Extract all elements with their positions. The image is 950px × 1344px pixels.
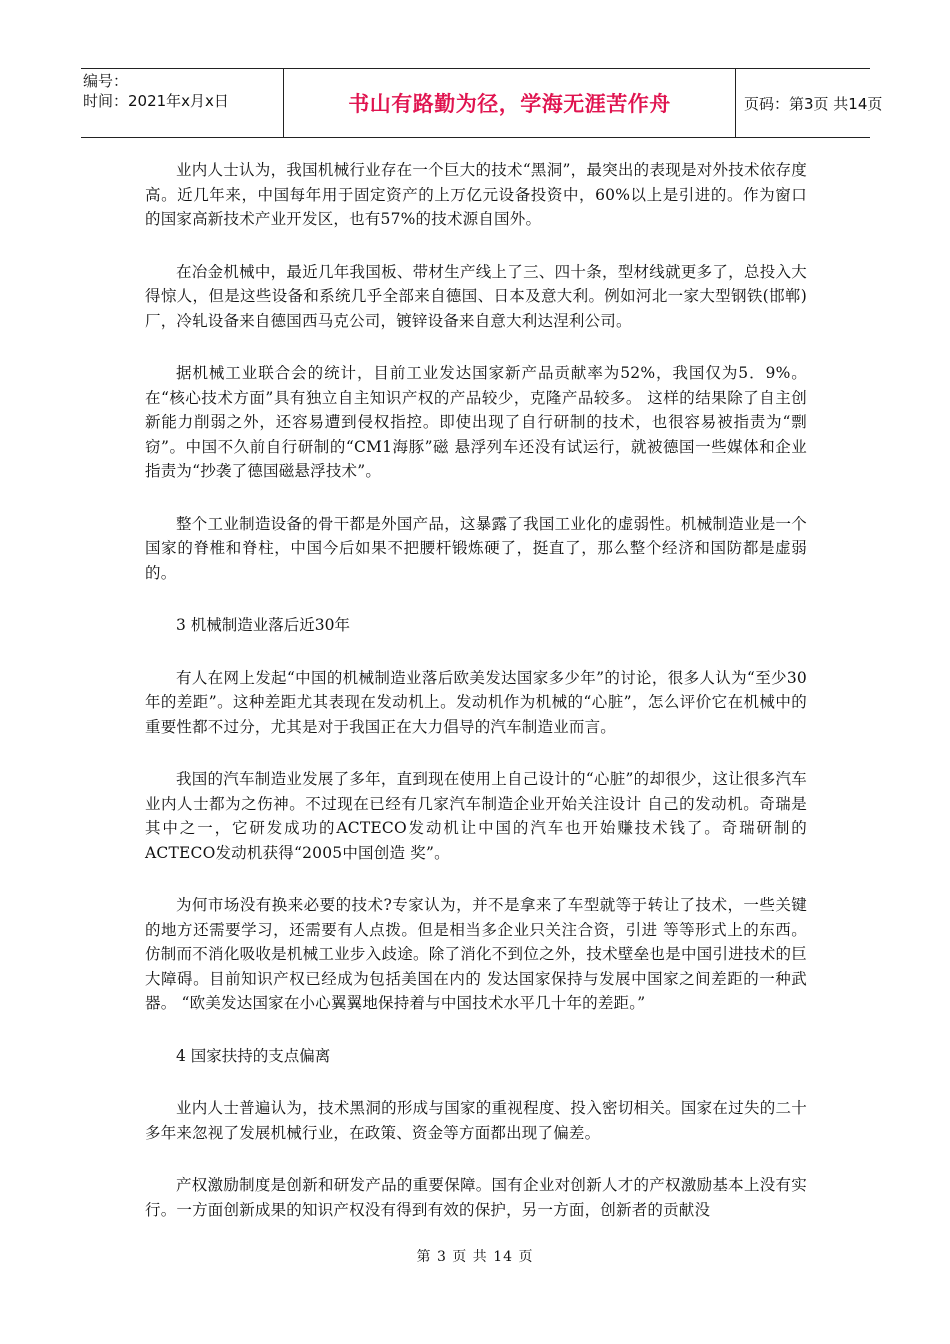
- paragraph: 业内人士认为，我国机械行业存在一个巨大的技术“黑洞”，最突出的表现是对外技术依存度高。近几年来，中国每年用于固定资产的上万亿元设备投资中，60%以上是引进的。作为窗口的国家高新技术产业开发区，也有57%的技术源自国外。: [145, 161, 807, 228]
- page-header: [81, 68, 883, 138]
- paragraph: 为何市场没有换来必要的技术?专家认为，并不是拿来了车型就等于转让了技术，一些关键的地方还需要学习，还需要有人点拨。但是相当多企业只关注合资，引进 等等形式上的东西。仿制而不消化吸收是机械工业步入歧途。除了消化不到位之外，技术壁垒也是中国引进技术的巨大障碍。目前知识产权已经成为包括美国在内的 发达国家保持与发展中国家之间差距的一种武器。 “欧美发达国家在小心翼翼地保持着与中国技术水平几十年的差距。”: [145, 896, 807, 1012]
- date-label: 时间：2021年x月x日: [83, 92, 229, 110]
- page-footer: 第 3 页 共 14 页: [416, 1249, 534, 1265]
- section-heading: 4 国家扶持的支点偏离: [176, 1046, 331, 1065]
- header-page-cell: [736, 69, 883, 137]
- paragraph: 业内人士普遍认为，技术黑洞的形成与国家的重视程度、投入密切相关。国家在过失的二十多年来忽视了发展机械行业，在政策、资金等方面都出现了偏差。: [145, 1099, 807, 1142]
- number-label: 编号：: [83, 72, 129, 90]
- header-motto-cell: [284, 69, 735, 137]
- section-heading: 3 机械制造业落后近30年: [176, 616, 351, 634]
- document-body: [145, 158, 807, 1250]
- paragraph: 整个工业制造设备的骨干都是外国产品，这暴露了我国工业化的虚弱性。机械制造业是一个国家的脊椎和脊柱，中国今后如果不把腰杆锻炼硬了，挺直了，那么整个经济和国防都是虚弱的。: [145, 514, 807, 582]
- motto-text: 书山有路勤为径，学海无涯苦作舟: [348, 92, 671, 116]
- paragraph: 在冶金机械中，最近几年我国板、带材生产线上了三、四十条，型材线就更多了，总投入大得惊人，但是这些设备和系统几乎全部来自德国、日本及意大利。例如河北一家大型钢铁(邯郸)厂，冷轧设备来自德国西马克公司，镀锌设备来自意大利达涅利公司。: [145, 262, 807, 330]
- paragraph: 有人在网上发起“中国的机械制造业落后欧美发达国家多少年”的讨论，很多人认为“至少30年的差距”。这种差距尤其表现在发动机上。发动机作为机械的“心脏”，怎么评价它在机械中的重要性都不过分，尤其是对于我国正在大力倡导的汽车制造业而言。: [145, 668, 807, 736]
- paragraph: 据机械工业联合会的统计，目前工业发达国家新产品贡献率为52%，我国仅为5．9%。在“核心技术方面”具有独立自主知识产权的产品较少，克隆产品较多。 这样的结果除了自主创新能力削弱之外，还容易遭到侵权指控。即使出现了自行研制的技术，也很容易被指责为“剽窃”。中国不久前自行研制的“CM1海豚”磁 悬浮列车还没有试运行，就被德国一些媒体和企业指责为“抄袭了德国磁悬浮技术”。: [145, 364, 807, 480]
- page-number-label: 页码：第3页 共14页: [744, 94, 883, 113]
- paragraph: 我国的汽车制造业发展了多年，直到现在使用上自己设计的“心脏”的却很少，这让很多汽车业内人士都为之伤神。不过现在已经有几家汽车制造企业开始关注设计 自己的发动机。奇瑞是其中之一，它研发成功的ACTECO发动机让中国的汽车也开始赚技术钱了。奇瑞研制的ACTECO发动机获得“2005中国创造 奖”。: [145, 770, 807, 862]
- header-meta: [81, 69, 283, 137]
- paragraph: 产权激励制度是创新和研发产品的重要保障。国有企业对创新人才的产权激励基本上没有实行。一方面创新成果的知识产权没有得到有效的保护，另一方面，创新者的贡献没: [145, 1176, 807, 1219]
